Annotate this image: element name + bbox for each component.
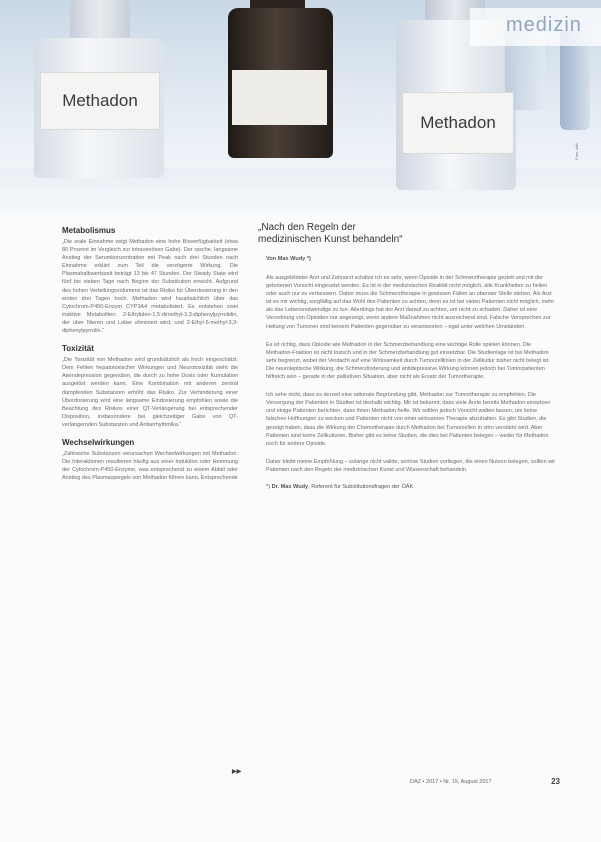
- signature-name: Dr. Max Wudy: [271, 483, 309, 490]
- article-headline: [258, 222, 558, 246]
- section-text: „Die Toxizität von Methadon wird grundsätzlich als hoch eingeschätzt. Dem Fehlen hepatotoxischer Wirkungen und Neurotoxizität steht die Atemdepression gegenüber, die durch zu hohe Dosis oder Kumulation ausgelöst werden kann. Eine Kombination mit anderen zentral dämpfenden Substanzen erhöht das Risiko. Zur Verhinderung einer Überdosierung wird eine langsame Eindosierung empfohlen sowie die Beachtung des Risikos einer QT-Verlängerung bei entsprechender Disposition, insbesondere bei gleichzeitiger Gabe von QT-verlängernden Substanzen und Antiarrhythmika.“: [62, 357, 238, 428]
- signature-prefix: *): [266, 483, 272, 490]
- photo-credit: Foto: akb: [574, 143, 579, 160]
- left-column: [62, 226, 238, 491]
- page-footer: [410, 777, 560, 786]
- byline: Von Max Wudy *): [266, 256, 311, 262]
- section-text: „Zahlreiche Substanzen verursachen Wechselwirkungen mit Methadon. Die Interaktionen resultieren häufig aus einer Induktion oder Hemmung der Cytochrom-P450-Enzyme, was entsprechend zu einem Abfall oder Anstieg des Plasmaspiegels von Methadon führen kann. Entsprechende: [62, 450, 238, 482]
- section-text: „Die orale Einnahme zeigt Methadon eine hohe Bioverfügbarkeit (etwa 80 Prozent im Vergleich zur intravenösen Gabe). Der rasche, langsame Anstieg der Serumkonzentration mit Peak nach drei Stunden nach Einnahme erklärt zum Teil die verzögerte Wirkung. Die Plasmahalbwertszeit beträgt 13 bis 47 Stunden. Der Steady State wird fünf bis sieben Tage nach Beginn der Substitution erreicht. Aufgrund des hohen Verteilungsvolumens ist das Risiko für Überdosierung in den ersten drei Tagen hoch. Methadon wird hauptsächlich über das Cytochrom-P450-Enzym CYP3A4 metabolisiert. Es entstehen zwei inaktive Metaboliten: 2-Ethyliden-1,5-dimethyl-3,3-diphenylpyrrolidin, der über Nieren und Leber eliminiert wird, und 2-Ethyl-5-methyl-3,3-diphenylpyrrolin.“: [62, 239, 238, 335]
- bottle-label-right: Methadon: [402, 92, 514, 154]
- headline-line-1: „Nach den Regeln der: [258, 222, 356, 233]
- headline-line-2: medizinischen Kunst behandeln“: [258, 234, 403, 245]
- section-heading: Metabolismus: [62, 226, 116, 235]
- section-toxizitaet: [62, 344, 238, 429]
- bottle-mid-label: [232, 70, 327, 125]
- right-column: [258, 222, 558, 490]
- bottle-label-left: Methadon: [40, 72, 160, 130]
- section-wechselwirkungen: [62, 438, 238, 482]
- section-heading: Wechselwirkungen: [62, 437, 135, 447]
- bottle-left-neck: [70, 0, 130, 40]
- journal-info: DAZ • 2017 • Nr. 15, August 2017: [410, 778, 492, 785]
- section-heading: Toxizität: [62, 344, 94, 354]
- section-tag: medizin: [470, 8, 601, 46]
- continue-marker: ▶▶: [232, 769, 242, 775]
- author-signature: [266, 484, 558, 490]
- paragraph: Es ist richtig, dass Opioide wie Methadon in der Schmerzbehandlung eine wichtige Rolle spielen können. Die Methadon-Fraktion ist nicht toxisch und in der Schmerzbehandlung gut einsetzbar. Die Studienlage ist bei Methadon sehr begrenzt, wobei der Verdacht auf eine Wirksamkeit durch Tumorzelllinien in der Zellkultur bisher nicht belegt ist. Die neuroleptische Wirkung, die Schmerzlinderung und antidepressive Wirkung können jedoch bei Tumorpatienten hilfreich sein – gerade in der palliativen Situation, aber nicht als Ersatz der Tumortherapie.: [266, 341, 550, 381]
- signature-suffix: , Referent für Substitutionsfragen der ÖÄK: [308, 483, 414, 490]
- hero-image: [0, 0, 601, 215]
- page-number: 23: [551, 777, 560, 786]
- paragraph: Als ausgebildeter Arzt und Zahnarzt schätze ich es sehr, wenn Opioide in der Schmerztherapie gezielt und mit der gebotenen Vorsicht eingesetzt werden. Es ist in der medizinischen Realität nicht möglich, alle Krankheiten zu heilen oder auch nur zu verbessern. Daher muss die Schmerztherapie in gewissen Fällen an oberster Stelle stehen. Als Arzt ist es mir wichtig, sorgfältig auf das Wohl des Patienten zu achten, denn es ist bei vielen Patienten nicht möglich, mehr als das Lebensnotwendige zu tun. Allerdings hat der Arzt darauf zu achten, um nicht zu schaden. Daher ist eine Verordnung von Opioiden nur angezeigt, wenn andere Maßnahmen nicht ausreichend sind. Falsche Versprechen zur Heilung von Tumoren sind keinem Patienten gegenüber zu verantworten – egal unter welchen Umständen.: [266, 275, 555, 330]
- section-metabolismus: [62, 226, 238, 335]
- paragraph: Daher bleibt meine Empfehlung – solange nicht valide, seriöse Studien vorliegen, die einen Nutzen belegen, sollten wir Patienten nach den Regeln der medizinischen Kunst und Wissenschaft behandeln.: [266, 458, 556, 473]
- paragraph: Ich sehe nicht, dass es derzeit eine rationale Begründung gibt, Methadon zur Tumortherapie zu empfehlen. Die Versorgung der Patienten in Studien ist deshalb wichtig. Mir ist bekannt, dass viele Ärzte bereits Methadon einsetzen und einige Patienten berichten, dass ihnen Methadon helfe. Wir sollten jedoch Vorsicht walten lassen, um keine falschen Hoffnungen zu wecken und Patienten nicht von einer wirksamen Therapie abzuhalten. Es gibt Studien, die gezeigt haben, dass die Wirkung der Chemotherapie durch Methadon bei Tumorzellen in vitro verstärkt wird. Aber Patienten sind keine Zellkulturen. Bisher gibt es keine Studien, die dies bei Patienten belegen – weder für Methadon noch für andere Opioide.: [266, 392, 551, 447]
